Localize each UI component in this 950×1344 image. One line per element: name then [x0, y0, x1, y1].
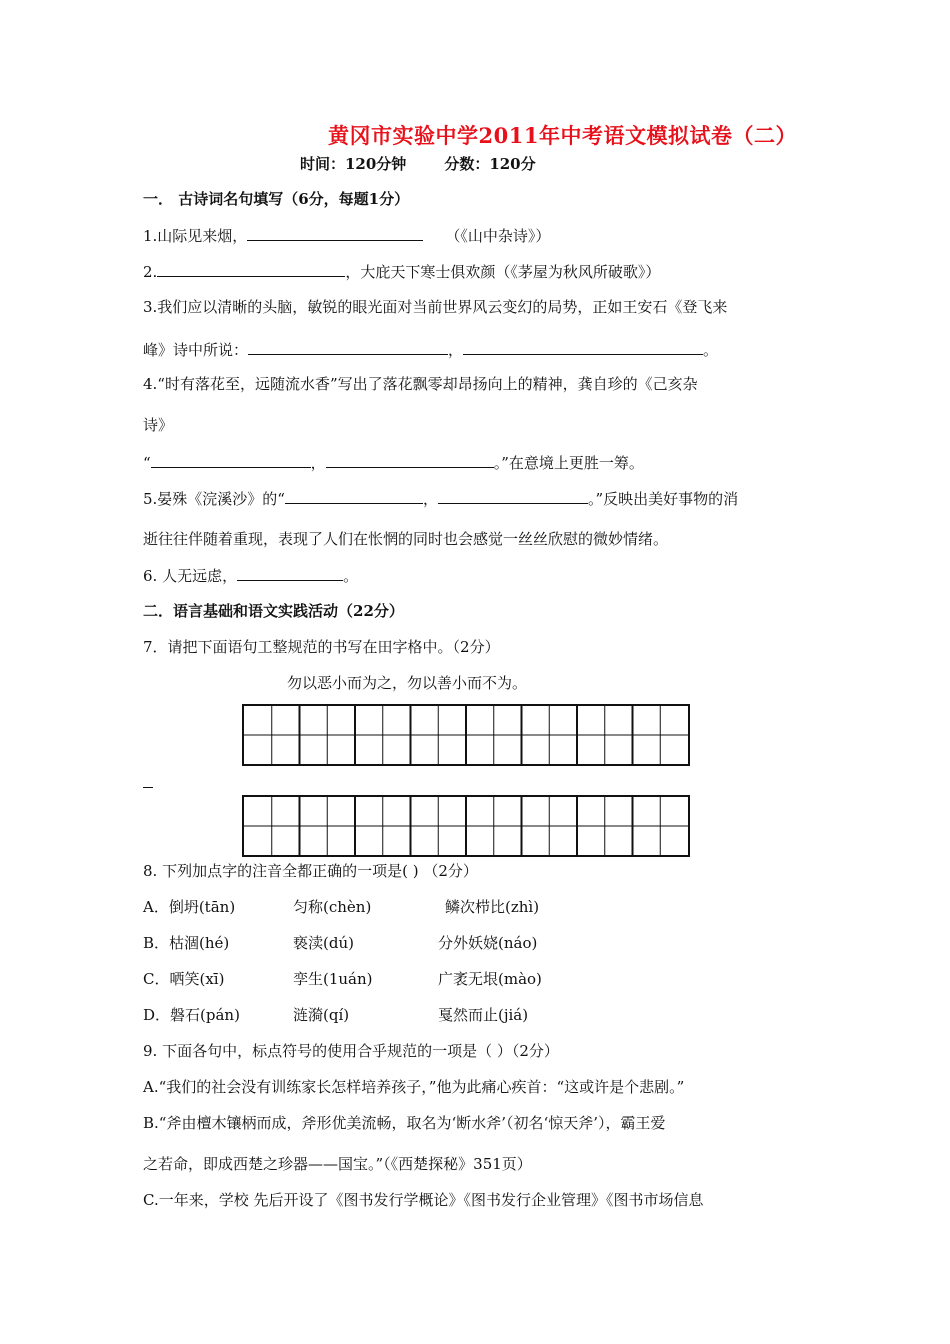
question-8-option-a: A．倒坍(tān) 匀称(chèn) 鳞次栉比(zhì) — [143, 898, 540, 916]
question-5-line2: 逝往往伴随着重现，表现了人们在怅惘的同时也会感觉一丝丝欣慰的微妙情绪。 — [143, 530, 669, 548]
answer-blank[interactable] — [285, 488, 423, 504]
question-4-line2: 诗》 — [143, 416, 174, 434]
question-8-option-b: B．枯涸(hé) 亵渎(dú) 分外妖娆(náo) — [143, 934, 538, 952]
tianzige-lines-2 — [244, 797, 688, 855]
answer-blank[interactable] — [248, 339, 448, 355]
question-9-option-b-line1: B.“斧由檀木镶柄而成，斧形优美流畅，取名为‘断水斧’（初名‘惊天斧’），霸王爱 — [143, 1114, 666, 1132]
exam-score: 分数：120分 — [444, 155, 536, 173]
question-5-line1: 5.晏殊《浣溪沙》的“ ， 。”反映出美好事物的消 — [143, 490, 739, 508]
question-4-line3: “ ， 。”在意境上更胜一筹。 — [143, 454, 644, 472]
question-8-prompt: 8. 下列加点字的注音全都正确的一项是( ) （2分） — [143, 862, 478, 880]
question-7-prompt: 7．请把下面语句工整规范的书写在田字格中。（2分） — [143, 638, 500, 656]
answer-blank[interactable] — [326, 452, 494, 468]
question-9-prompt: 9. 下面各句中，标点符号的使用合乎规范的一项是（ ）（2分） — [143, 1042, 559, 1060]
exam-title: 黄冈市实验中学2011年中考语文模拟试卷（二） — [328, 123, 797, 148]
answer-blank[interactable] — [237, 565, 343, 581]
tianzige-grid-1[interactable] — [242, 704, 690, 766]
answer-blank[interactable] — [247, 225, 423, 241]
question-8-option-d: D．磐石(pán) 涟漪(qí) 戛然而止(jiá) — [143, 1006, 529, 1024]
question-8-option-c: C．哂笑(xī) 孪生(1uán) 广袤无垠(mào) — [143, 970, 542, 988]
dash-mark — [143, 787, 153, 788]
question-3-line2: 峰》诗中所说： ， 。 — [143, 341, 719, 359]
answer-blank[interactable] — [438, 488, 588, 504]
question-1: 1.山际见来烟， （《山中杂诗》） — [143, 227, 551, 245]
exam-subtitle — [300, 153, 536, 174]
question-9-option-c: C.一年来，学校 先后开设了《图书发行学概论》《图书发行企业管理》《图书市场信息 — [143, 1191, 704, 1209]
question-6: 6. 人无远虑， 。 — [143, 567, 359, 585]
question-3-line1: 3.我们应以清晰的头脑，敏锐的眼光面对当前世界风云变幻的局势，正如王安石《登飞来 — [143, 298, 728, 316]
tianzige-grid-2[interactable] — [242, 795, 690, 857]
question-4-line1: 4.“时有落花至，远随流水香”写出了落花飘零却昂扬向上的精神，龚自珍的《己亥杂 — [143, 375, 698, 393]
question-9-option-a: A.“我们的社会没有训练家长怎样培养孩子，”他为此痛心疾首：“这或许是个悲剧。” — [143, 1078, 685, 1096]
tianzige-lines-1 — [244, 706, 688, 764]
section2-heading: 二．语言基础和语文实践活动（22分） — [143, 602, 404, 620]
section1-heading: 一． 古诗词名句填写（6分，每题1分） — [143, 190, 410, 208]
question-7-sentence: 勿以恶小而为之，勿以善小而不为。 — [287, 674, 528, 692]
exam-time: 时间：120分钟 — [300, 155, 407, 173]
question-9-option-b-line2: 之若命，即成西楚之珍器——国宝。”（《西楚探秘》351页） — [143, 1155, 532, 1173]
question-2: 2. ，大庇天下寒士俱欢颜（《茅屋为秋风所破歌》） — [143, 263, 661, 281]
answer-blank[interactable] — [151, 452, 311, 468]
answer-blank[interactable] — [157, 261, 345, 277]
answer-blank[interactable] — [463, 339, 703, 355]
